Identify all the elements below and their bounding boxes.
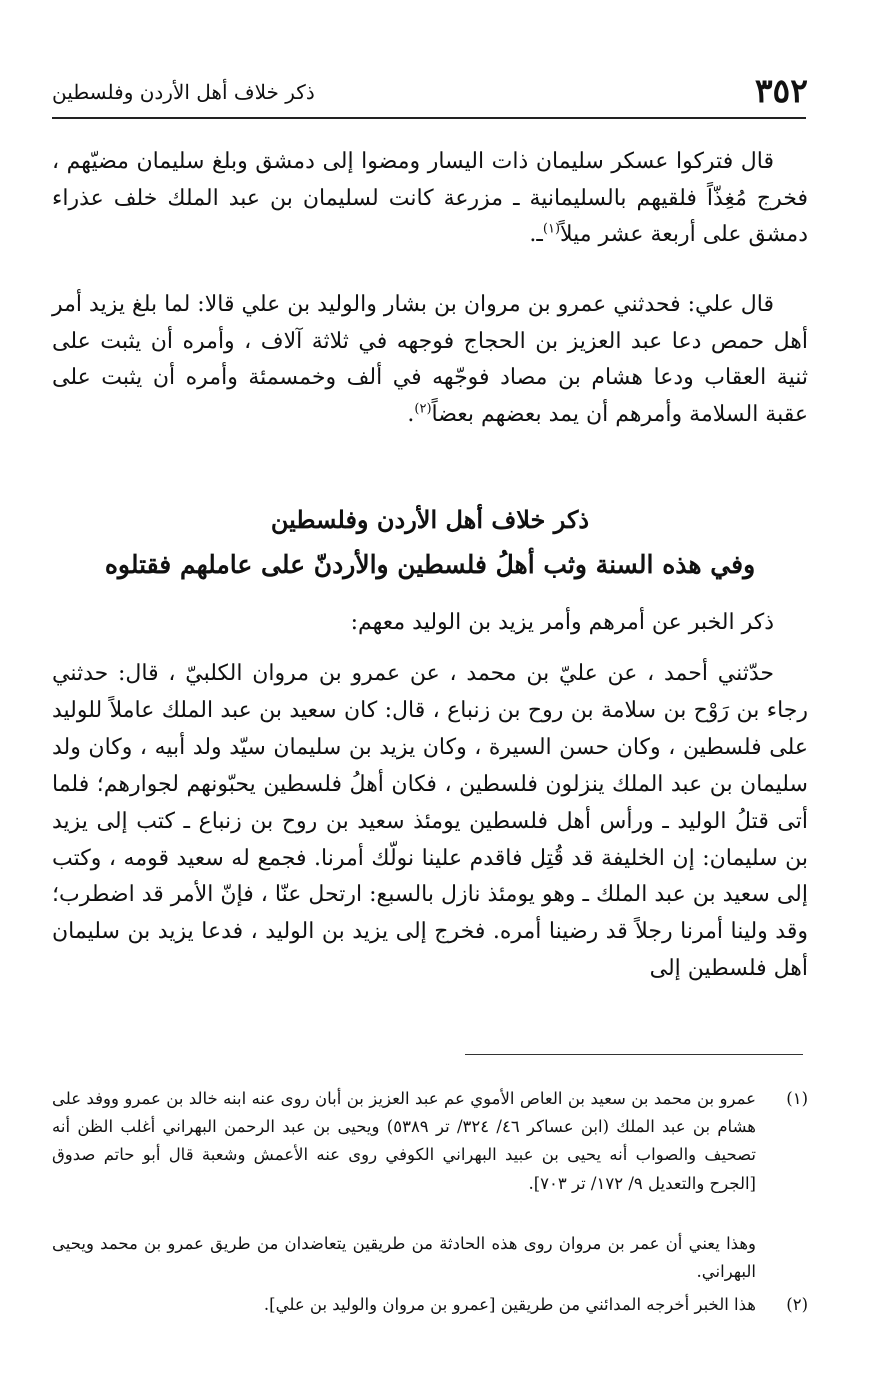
footnote-2-text: هذا الخبر أخرجه المدائني من طريقين [عمرو بن مروان والوليد بن علي].	[263, 1295, 756, 1314]
section-subheading: وفي هذه السنة وثب أهلُ فلسطين والأردنّ على عاملهم فقتلوه	[104, 550, 756, 579]
page-header	[52, 68, 808, 114]
section-body-text: حدّثني أحمد ، عن عليّ بن محمد ، عن عمرو بن مروان الكلبيّ ، قال: حدثني رجاء بن رَوْح بن سلامة بن روح بن زنباع ، قال: كان سعيد بن عبد الملك عاملاً للوليد على فلسطين ، وكان حسن السيرة ، وكان يزيد بن سليمان سيّد ولد أبيه ، وكان ولد سليمان بن عبد الملك ينزلون فلسطين ، فكان أهلُ فلسطين يحبّونهم لجوارهم؛ فلما أتى قتلُ الوليد ـ ورأس أهل فلسطين يومئذ سعيد بن روح بن زنباع ـ كتب إلى يزيد بن سليمان: إن الخليفة قد قُتِل فاقدم علينا نولّك أمرنا. فجمع له سعيد قومه ، وكتب إلى سعيد بن عبد الملك ـ وهو يومئذ نازل بالسبع: ارتحل عنّا ، فإنّ الأمر قد اضطرب؛ وقد ولينا أمرنا رجلاً قد رضينا أمره. فخرج إلى يزيد بن الوليد ، فدعا يزيد بن سليمان أهل فلسطين إلى	[52, 661, 808, 982]
header-rule	[52, 117, 806, 119]
footnote-ref-2: (٢)	[414, 401, 432, 417]
footnote-1	[52, 1085, 808, 1198]
section-lead	[52, 605, 808, 641]
footnote-1-marker: (١)	[786, 1089, 808, 1108]
footnote-2-marker: (٢)	[786, 1295, 808, 1314]
footnote-rule	[465, 1054, 803, 1055]
paragraph-2-text: قال علي: فحدثني عمرو بن مروان بن بشار والوليد بن علي قالا: لما بلغ يزيد أمر أهل حمص دعا عبد العزيز بن الحجاج فوجهه في ثلاثة آلاف ، وأمره أن يثبت على ثنية العقاب ودعا هشام بن مصاد فوجّهه في ألف وخمسمئة وأمره أن يثبت على عقبة السلامة وأمرهم أن يمد بعضهم بعضاً	[52, 292, 808, 428]
footnote-2	[52, 1291, 808, 1319]
section-lead-text: ذكر الخبر عن أمرهم وأمر يزيد بن الوليد معهم:	[350, 610, 774, 635]
paragraph-1-end: ـ.	[529, 222, 543, 248]
page-number: ٣٥٢	[754, 71, 808, 110]
section-heading: ذكر خلاف أهل الأردن وفلسطين	[270, 505, 590, 534]
section-body	[52, 656, 808, 988]
paragraph-1-text: قال فتركوا عسكر سليمان ذات اليسار ومضوا إلى دمشق وبلغ سليمان مضيّهم ، فخرج مُغِذّاً فلقيهم بالسليمانية ـ مزرعة كانت لسليمان بن عبد الملك خلف عذراء دمشق على أربعة عشر ميلاً	[52, 149, 808, 248]
footnote-1-continuation-text: وهذا يعني أن عمر بن مروان روى هذه الحادثة من طريقين يتعاضدان من طريق عمرو بن محمد ويحيى البهراني.	[52, 1234, 756, 1282]
paragraph-1	[52, 144, 808, 254]
footnote-1-continuation	[52, 1230, 808, 1286]
paragraph-2	[52, 287, 808, 434]
running-title: ذكر خلاف أهل الأردن وفلسطين	[52, 80, 315, 104]
paragraph-2-end: .	[407, 402, 415, 428]
footnote-ref-1: (١)	[542, 222, 561, 238]
footnote-1-text: عمرو بن محمد بن سعيد بن العاص الأموي عم عبد العزيز بن أبان روى عنه ابنه خالد بن عمرو ووفد على هشام بن عبد الملك (ابن عساكر ٤٦/ ٣٢٤/ تر ٥٣٨٩) ويحيى بن عبد الرحمن البهراني أغلب الظن أنه تصحيف والصواب أنه يحيى بن عبيد البهراني الكوفي روى عنه الأعمش وشعبة قال أبو حاتم صدوق [الجرح والتعديل ٩/ ١٧٢/ تر ٧٠٣].	[52, 1089, 757, 1193]
